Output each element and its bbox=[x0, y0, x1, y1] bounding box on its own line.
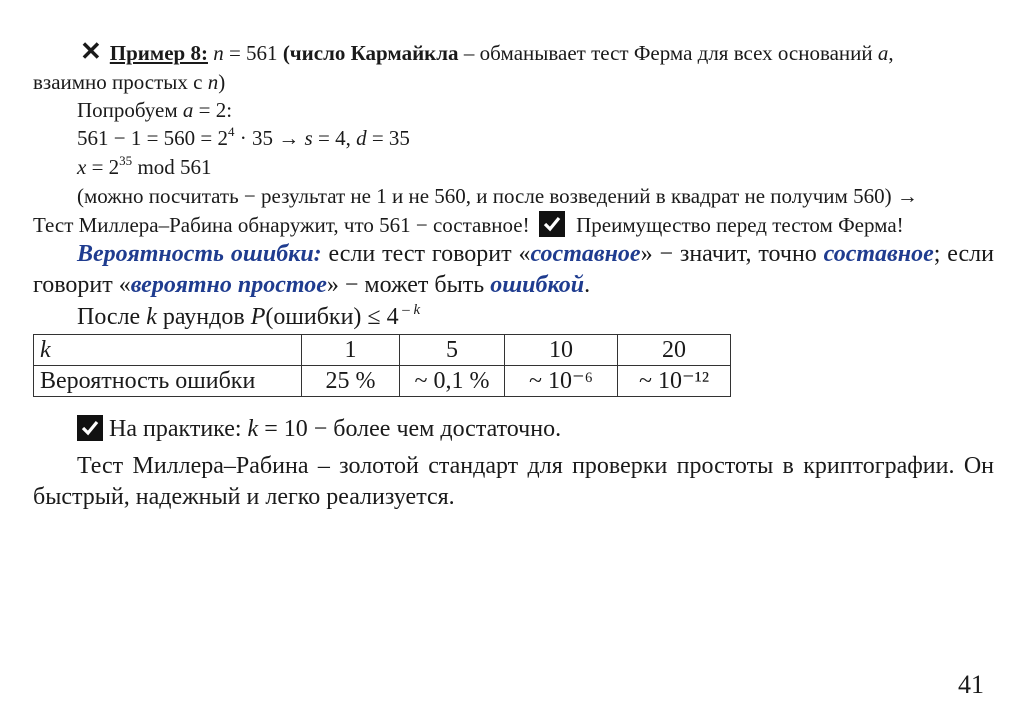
cross-icon: ✕ bbox=[80, 37, 102, 66]
table-header-cell: 10 bbox=[505, 335, 618, 366]
practice-line: На практике: k = 10 − более чем достаточно. bbox=[77, 414, 561, 445]
table-cell: 25 % bbox=[302, 366, 400, 397]
carmichael-label: (число Кармайкла bbox=[282, 41, 459, 65]
detect-line: Тест Миллера–Рабина обнаружит, что 561 − составное! Преимущество перед тестом Ферма! bbox=[33, 213, 904, 237]
table-row bbox=[34, 335, 731, 366]
table-header-cell: 1 bbox=[302, 335, 400, 366]
table-header-k: k bbox=[34, 335, 302, 366]
error-probability-label: Вероятность ошибки: bbox=[77, 241, 322, 267]
example-title: Пример 8: bbox=[109, 41, 208, 65]
table-cell: ~ 10⁻¹² bbox=[618, 366, 731, 397]
table-cell: ~ 10⁻⁶ bbox=[505, 366, 618, 397]
table-row bbox=[34, 366, 731, 397]
decomposition-line: $561 - 1 = 560 = 2^4 \cdot 35 \to s = 4$, d = 35 bbox=[77, 124, 410, 150]
table-cell: ~ 0,1 % bbox=[400, 366, 505, 397]
error-probability-paragraph: Вероятность ошибки: если тест говорит «составное» − значит, точно составное; если говорит «вероятно простое» − может быть ошибкой. bbox=[33, 241, 995, 298]
table-header-cell: 5 bbox=[400, 335, 505, 366]
error-probability-table bbox=[33, 334, 731, 397]
try-line: Попробуем a = 2: bbox=[77, 98, 233, 122]
note-line: (можно посчитать − результат не 1 и не 560, и после возведений в квадрат не получим 560) → bbox=[77, 184, 918, 208]
example-title-line: ✕ Пример 8: n = 561 (число Кармайкла – обманывает тест Ферма для всех оснований a, bbox=[80, 37, 894, 66]
checkmark-icon bbox=[539, 211, 565, 237]
conclusion-paragraph: Тест Миллера–Рабина – золотой стандарт для проверки простоты в криптографии. Он быстрый, надежный и легко реализуется. bbox=[33, 453, 994, 510]
checkmark-icon bbox=[77, 415, 103, 441]
after-k-rounds-line: После k раундов P(ошибки) ≤ 4 $^{- k}$ bbox=[77, 302, 421, 330]
example-line-2: взаимно простых с n) bbox=[33, 70, 226, 94]
table-row-label: Вероятность ошибки bbox=[34, 366, 302, 397]
x-formula-line: $x = 2^{35}$ mod 561 bbox=[77, 153, 212, 179]
table-header-cell: 20 bbox=[618, 335, 731, 366]
page-number: 41 bbox=[958, 670, 984, 699]
